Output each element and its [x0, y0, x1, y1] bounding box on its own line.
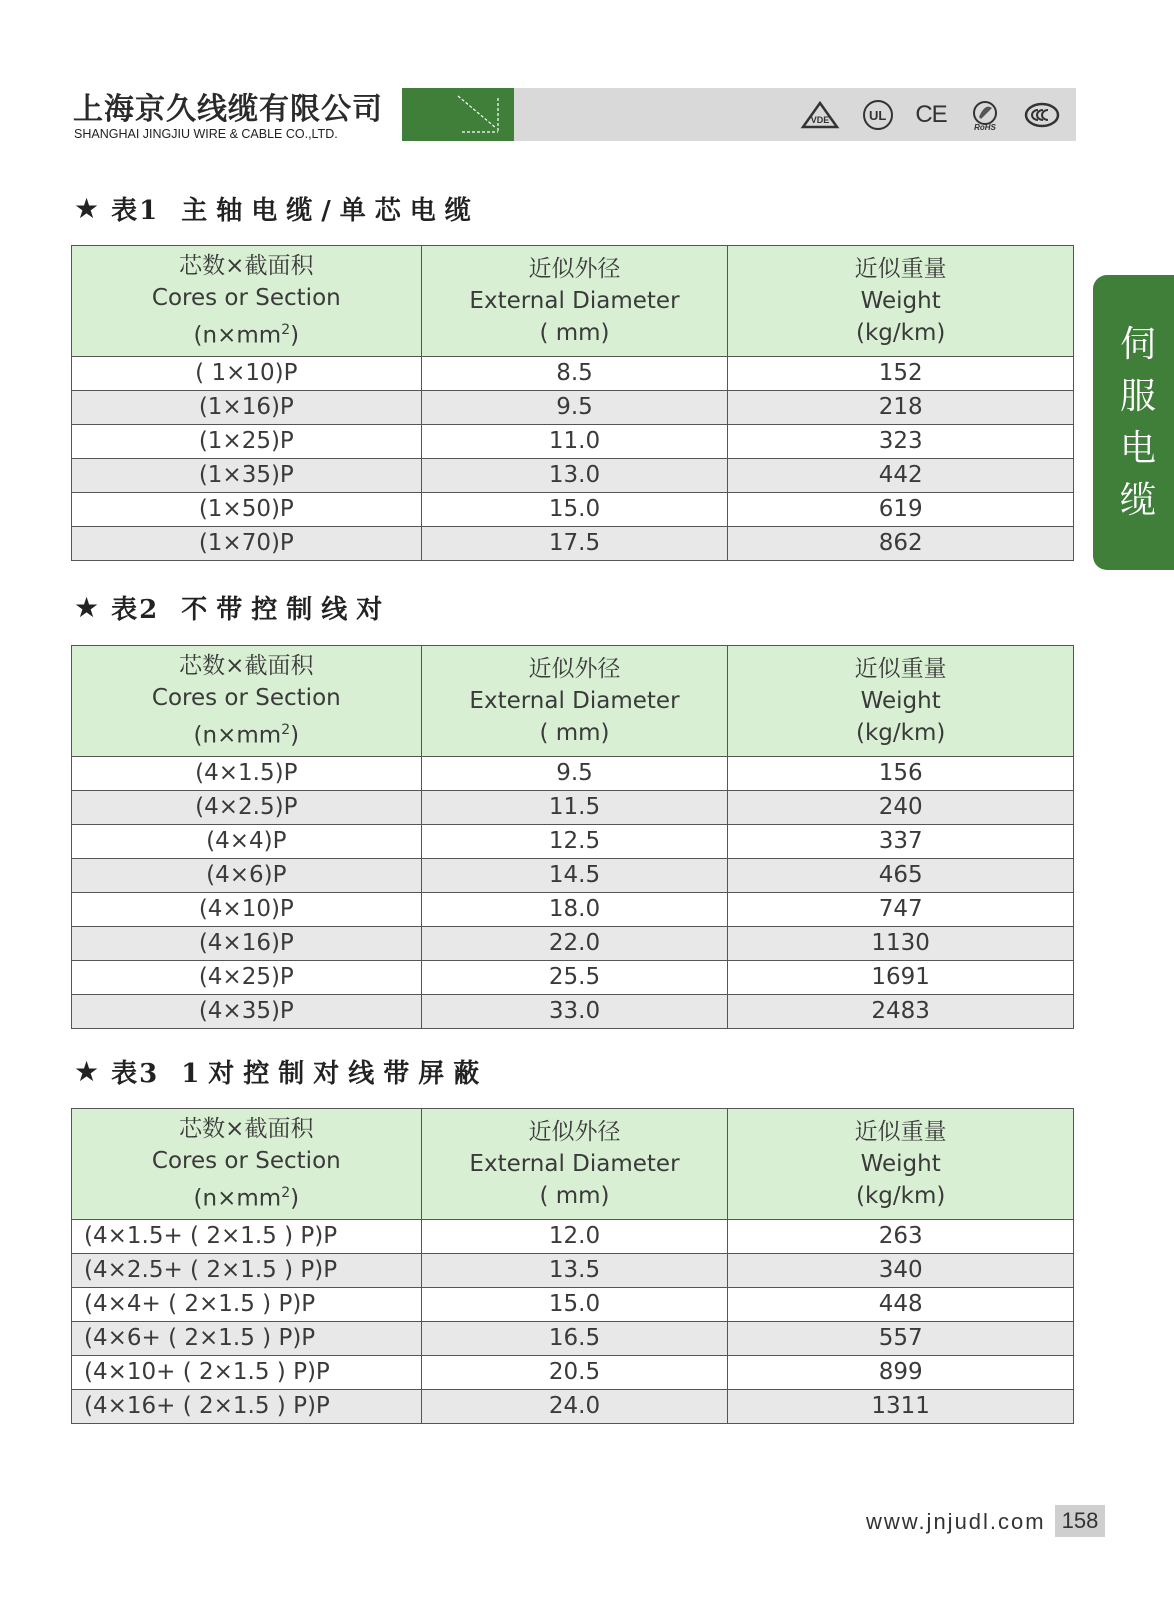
cell-weight: 263	[728, 1220, 1074, 1254]
spec-table-1	[71, 245, 1074, 561]
cell-weight: 619	[728, 493, 1074, 527]
cell-external-diameter: 9.5	[421, 757, 728, 791]
col-header-cores: 芯数×截面积 Cores or Section $(n\times mm^2)$	[72, 1109, 422, 1220]
header-green-block	[402, 88, 514, 141]
table-row	[72, 459, 1074, 493]
table-row	[72, 357, 1074, 391]
cell-cores-section: (4×16+ ( 2×1.5 ) P)P	[72, 1390, 422, 1424]
spec-table-3	[71, 1108, 1074, 1424]
spec-table-2	[71, 645, 1074, 1029]
col-header-diameter: 近似外径 External Diameter ( mm)	[421, 246, 728, 357]
cell-weight: 1311	[728, 1390, 1074, 1424]
cell-external-diameter: 11.5	[421, 791, 728, 825]
star-icon: ★	[74, 1055, 100, 1088]
ce-icon: CE	[915, 101, 947, 128]
col-header-weight: 近似重量 Weight (kg/km)	[728, 646, 1074, 757]
col-header-cores: 芯数×截面积 Cores or Section $(n\times mm^2)$	[72, 646, 422, 757]
cell-weight: 557	[728, 1322, 1074, 1356]
cell-cores-section: (4×10)P	[72, 893, 422, 927]
table3-title	[74, 1053, 488, 1090]
cell-external-diameter: 24.0	[421, 1390, 728, 1424]
cell-cores-section: (1×50)P	[72, 493, 422, 527]
col-header-weight: 近似重量 Weight (kg/km)	[728, 1109, 1074, 1220]
page-number: 158	[1055, 1505, 1105, 1537]
cell-cores-section: (1×35)P	[72, 459, 422, 493]
table-row	[72, 893, 1074, 927]
ul-icon: UL	[863, 100, 893, 130]
cell-weight: 1691	[728, 961, 1074, 995]
cell-cores-section: (4×25)P	[72, 961, 422, 995]
side-tab-char: 电	[1119, 427, 1156, 469]
cell-weight: 2483	[728, 995, 1074, 1029]
cell-weight: 465	[728, 859, 1074, 893]
cell-weight: 323	[728, 425, 1074, 459]
cell-external-diameter: 8.5	[421, 357, 728, 391]
cell-weight: 448	[728, 1288, 1074, 1322]
table-name: 主轴电缆/单芯电缆	[181, 196, 480, 226]
cell-external-diameter: 20.5	[421, 1356, 728, 1390]
table-name: 不带控制线对	[181, 595, 392, 625]
cell-cores-section: (4×6+ ( 2×1.5 ) P)P	[72, 1322, 422, 1356]
cell-weight: 1130	[728, 927, 1074, 961]
company-name-cn: 上海京久线缆有限公司	[73, 92, 383, 127]
table-number: 表2	[111, 595, 160, 625]
cell-external-diameter: 12.0	[421, 1220, 728, 1254]
cell-weight: 899	[728, 1356, 1074, 1390]
cell-cores-section: (4×10+ ( 2×1.5 ) P)P	[72, 1356, 422, 1390]
svg-text:VDE: VDE	[810, 115, 830, 125]
side-tab-char: 缆	[1119, 479, 1156, 521]
table-row	[72, 1288, 1074, 1322]
table-number: 表3	[111, 1059, 160, 1089]
cell-external-diameter: 13.5	[421, 1254, 728, 1288]
certification-logos	[800, 96, 1060, 134]
cell-external-diameter: 22.0	[421, 927, 728, 961]
col-header-weight: 近似重量 Weight (kg/km)	[728, 246, 1074, 357]
cell-cores-section: (4×16)P	[72, 927, 422, 961]
table-row	[72, 995, 1074, 1029]
rohs-icon	[969, 99, 1001, 131]
table2-title	[74, 589, 391, 626]
cell-weight: 337	[728, 825, 1074, 859]
table1-title	[74, 190, 480, 227]
vde-icon	[800, 100, 840, 130]
table-row	[72, 1220, 1074, 1254]
cell-weight: 340	[728, 1254, 1074, 1288]
cell-cores-section: (1×25)P	[72, 425, 422, 459]
table-row	[72, 927, 1074, 961]
cell-cores-section: (1×70)P	[72, 527, 422, 561]
cell-weight: 156	[728, 757, 1074, 791]
star-icon: ★	[74, 192, 100, 225]
cell-external-diameter: 25.5	[421, 961, 728, 995]
cell-cores-section: (4×2.5+ ( 2×1.5 ) P)P	[72, 1254, 422, 1288]
cell-external-diameter: 12.5	[421, 825, 728, 859]
cell-cores-section: (4×4+ ( 2×1.5 ) P)P	[72, 1288, 422, 1322]
cell-external-diameter: 14.5	[421, 859, 728, 893]
table-row	[72, 791, 1074, 825]
cell-cores-section: (4×2.5)P	[72, 791, 422, 825]
cell-cores-section: ( 1×10)P	[72, 357, 422, 391]
table-row	[72, 425, 1074, 459]
col-header-diameter: 近似外径 External Diameter ( mm)	[421, 646, 728, 757]
cell-external-diameter: 16.5	[421, 1322, 728, 1356]
cell-external-diameter: 13.0	[421, 459, 728, 493]
col-header-cores: 芯数×截面积 Cores or Section $(n\times mm^2)$	[72, 246, 422, 357]
side-tab-char: 服	[1119, 375, 1156, 417]
cell-weight: 218	[728, 391, 1074, 425]
ccc-icon	[1024, 102, 1060, 128]
cell-cores-section: (4×1.5+ ( 2×1.5 ) P)P	[72, 1220, 422, 1254]
table-row	[72, 1356, 1074, 1390]
cell-weight: 442	[728, 459, 1074, 493]
cell-external-diameter: 9.5	[421, 391, 728, 425]
cell-external-diameter: 17.5	[421, 527, 728, 561]
cell-weight: 862	[728, 527, 1074, 561]
corner-arrow-icon	[402, 88, 514, 141]
cell-external-diameter: 15.0	[421, 493, 728, 527]
cell-cores-section: (4×35)P	[72, 995, 422, 1029]
table-row	[72, 1254, 1074, 1288]
table-row	[72, 493, 1074, 527]
col-header-diameter: 近似外径 External Diameter ( mm)	[421, 1109, 728, 1220]
table-row	[72, 527, 1074, 561]
website-url: www.jnjudl.com	[866, 1509, 1046, 1534]
svg-text:RoHS: RoHS	[974, 123, 997, 131]
cell-external-diameter: 15.0	[421, 1288, 728, 1322]
table-row	[72, 1390, 1074, 1424]
table-name: 1对控制对线带屏蔽	[181, 1059, 489, 1089]
cell-weight: 747	[728, 893, 1074, 927]
cell-external-diameter: 33.0	[421, 995, 728, 1029]
cell-weight: 240	[728, 791, 1074, 825]
table-number: 表1	[111, 196, 160, 226]
star-icon: ★	[74, 591, 100, 624]
cell-cores-section: (4×4)P	[72, 825, 422, 859]
table-row	[72, 961, 1074, 995]
table-row	[72, 1322, 1074, 1356]
table-row	[72, 859, 1074, 893]
category-side-tab	[1093, 275, 1174, 570]
table-row	[72, 825, 1074, 859]
company-name-en: SHANGHAI JINGJIU WIRE & CABLE CO.,LTD.	[74, 127, 338, 141]
cell-cores-section: (4×6)P	[72, 859, 422, 893]
cell-external-diameter: 18.0	[421, 893, 728, 927]
table-row	[72, 391, 1074, 425]
table-row	[72, 757, 1074, 791]
side-tab-char: 伺	[1119, 323, 1156, 365]
cell-cores-section: (4×1.5)P	[72, 757, 422, 791]
cell-weight: 152	[728, 357, 1074, 391]
cell-external-diameter: 11.0	[421, 425, 728, 459]
cell-cores-section: (1×16)P	[72, 391, 422, 425]
